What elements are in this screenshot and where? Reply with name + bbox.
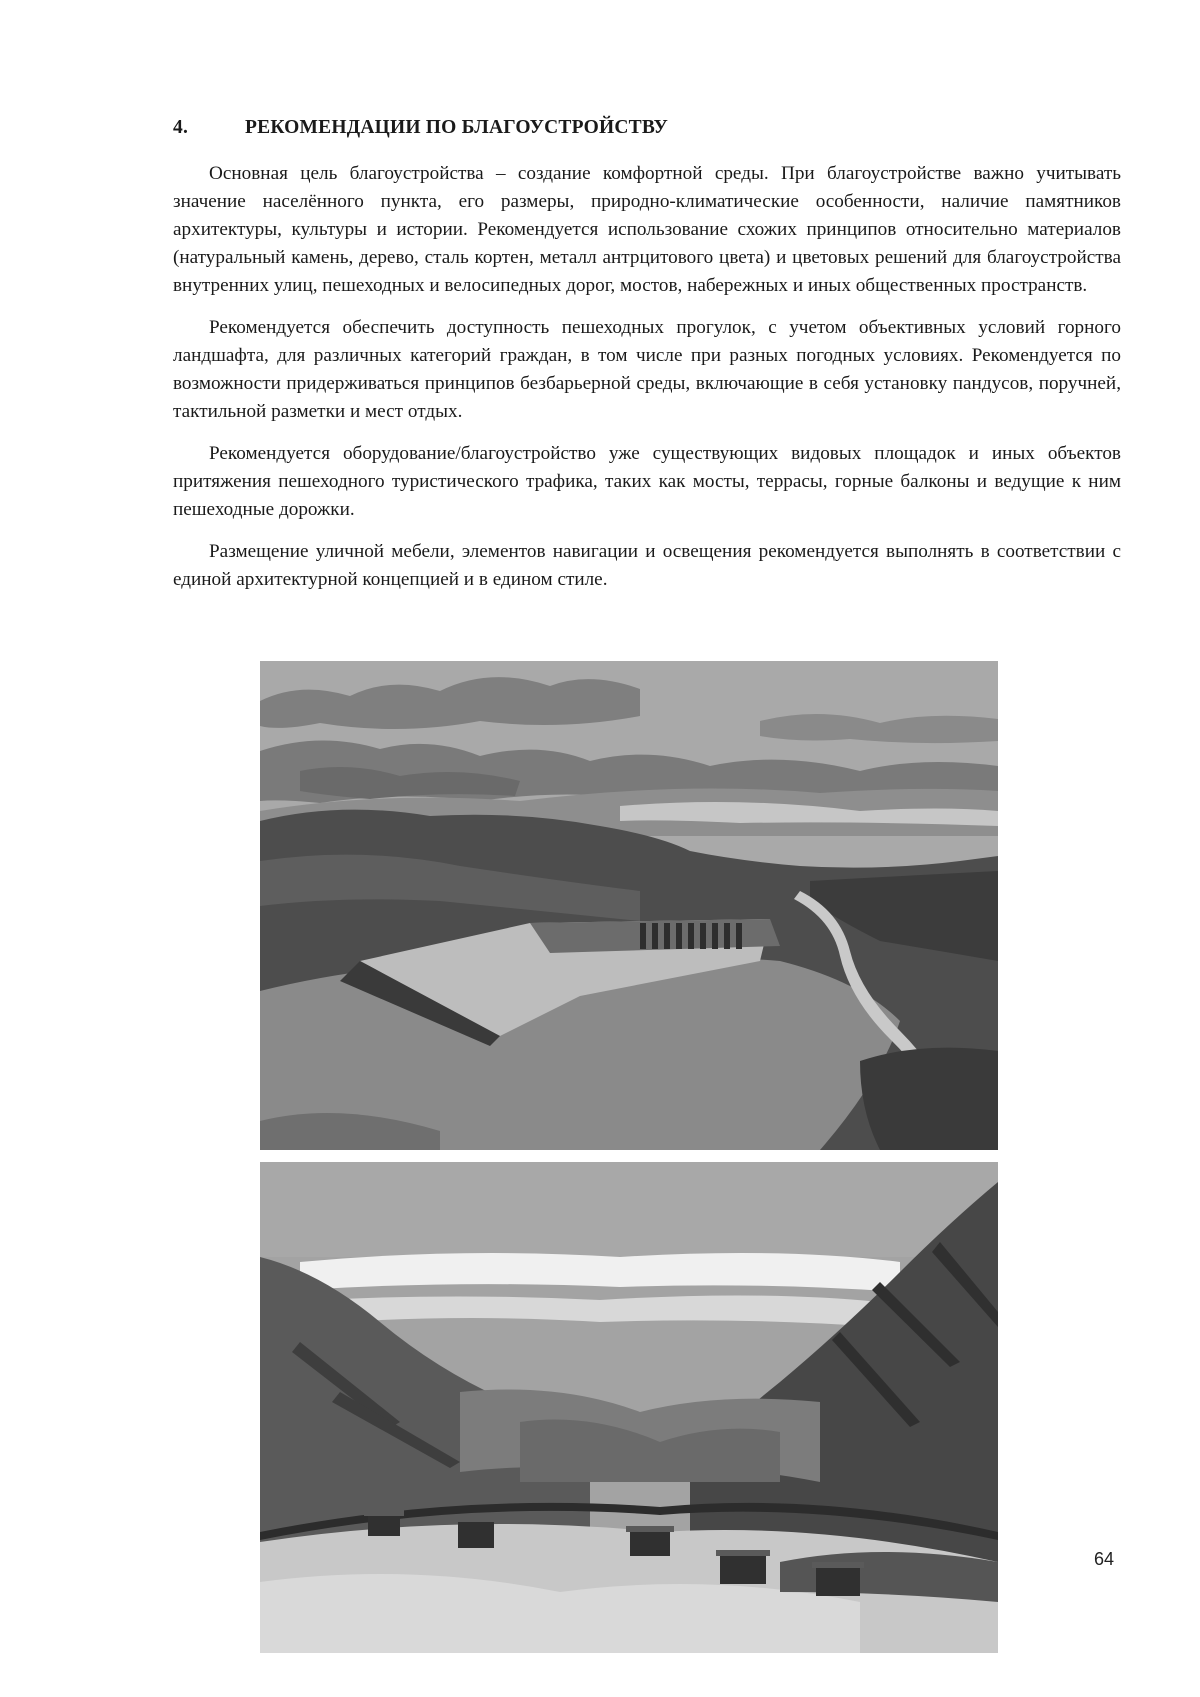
paragraph: Рекомендуется оборудование/благоустройство уже существующих видовых площадок и иных объектов притяжения пешеходного туристического трафика, таких как мосты, террасы, горные балконы и ведущие к ним пешеходные дорожки.: [173, 443, 1121, 520]
section-number: 4.: [173, 117, 189, 138]
paragraph: Основная цель благоустройства – создание комфортной среды. При благоустройстве важно учитывать значение населённого пункта, его размеры, природно-климатические особенности, наличие памятников архитектуры, культуры и истории. Рекомендуется использование схожих принципов относительно материалов (натуральный камень, дерево, сталь кортен, металл антрцитового цвета) и цветовых решений для благоустройства внутренних улиц, пешеходных и велосипедных дорог, мостов, набережных и иных общественных пространств.: [173, 163, 1121, 296]
section-title: РЕКОМЕНДАЦИИ ПО БЛАГОУСТРОЙСТВУ: [245, 117, 668, 138]
page-number: 64: [1094, 1549, 1115, 1569]
section-heading: [173, 117, 1073, 139]
photo-viewpoint-platform: [260, 661, 998, 1150]
photo-viewpoint-platform-image: [260, 661, 998, 1150]
photo-valley-kiosks: [260, 1162, 998, 1653]
paragraph: Рекомендуется обеспечить доступность пешеходных прогулок, с учетом объективных условий горного ландшафта, для различных категорий граждан, в том числе при разных погодных условиях. Рекомендуется по возможности придерживаться принципов безбарьерной среды, включающие в себя установку пандусов, поручней, тактильной разметки и мест отдых.: [173, 317, 1121, 422]
body-text: [173, 160, 1121, 608]
paragraph: Размещение уличной мебели, элементов навигации и освещения рекомендуется выполнять в соответствии с единой архитектурной концепцией и в едином стиле.: [173, 541, 1121, 590]
photo-valley-kiosks-image: [260, 1162, 998, 1653]
